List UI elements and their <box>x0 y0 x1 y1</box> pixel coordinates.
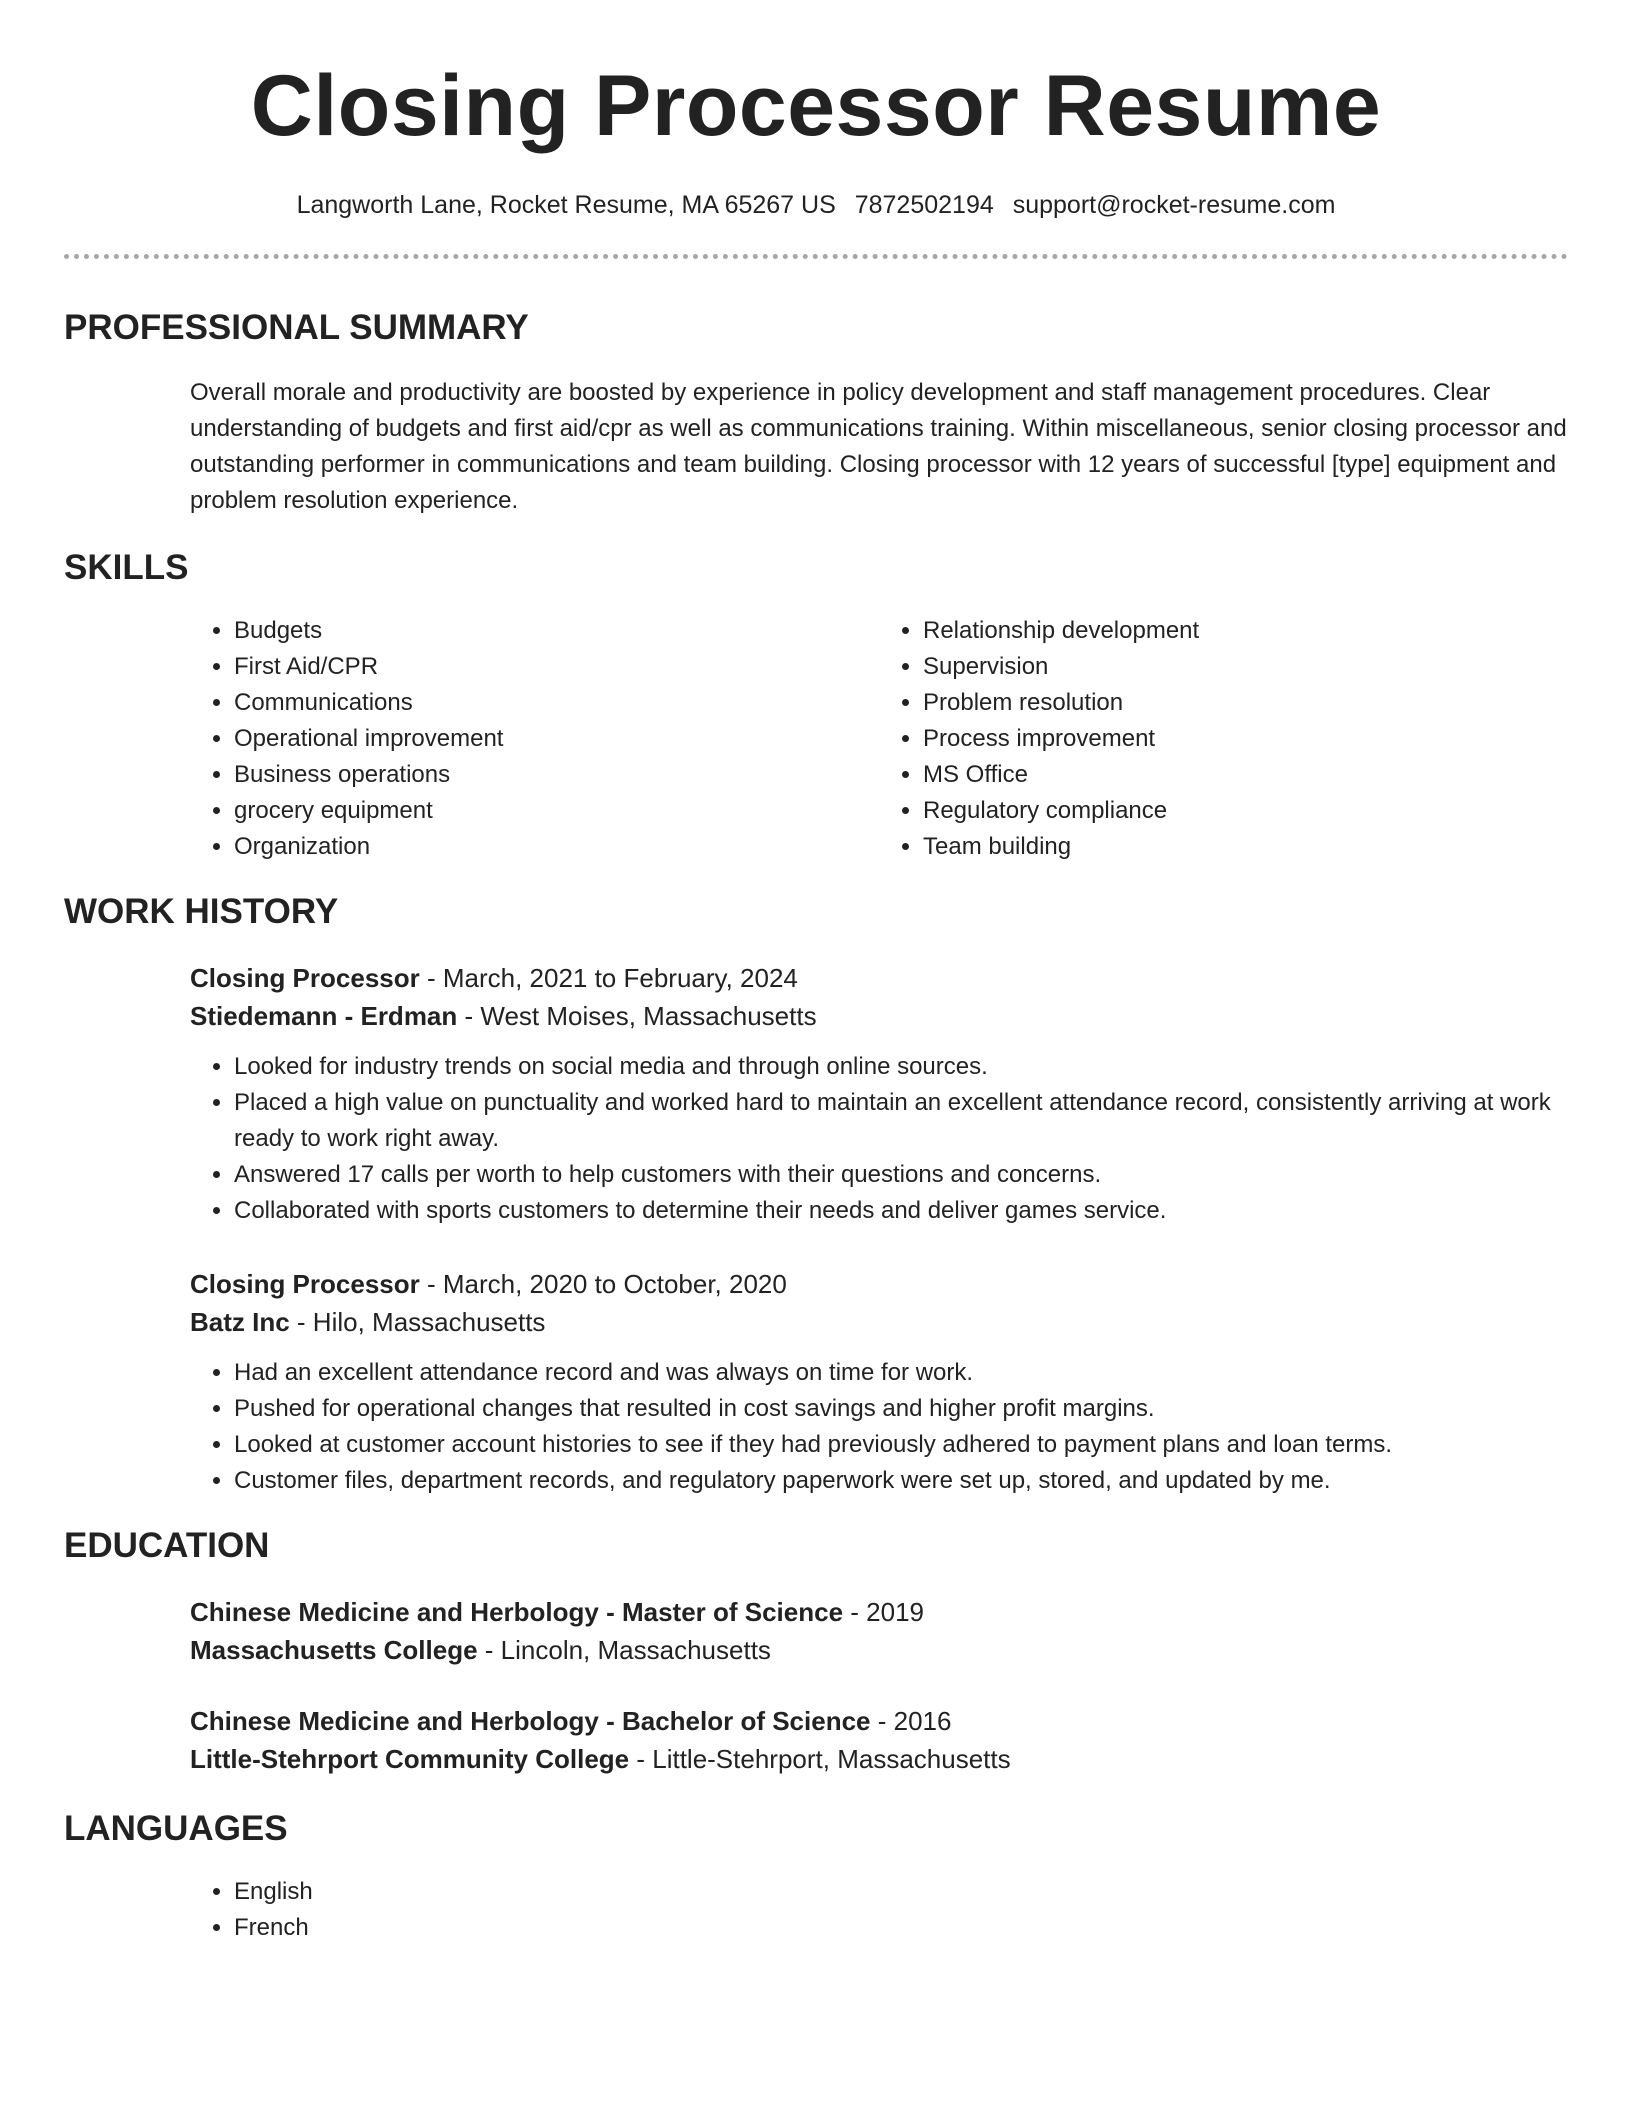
header-divider <box>64 254 1568 259</box>
skills-heading: SKILLS <box>64 548 189 587</box>
work-section <box>64 891 1568 1499</box>
job-bullet: • Collaborated with sports customers to determine their needs and deliver games service. <box>234 1193 1568 1229</box>
contact-address: Langworth Lane, Rocket Resume, MA 65267 US <box>296 191 836 219</box>
skill-item: • Team building <box>923 829 1568 865</box>
job-dates: - March, 2020 to October, 2020 <box>419 1269 787 1299</box>
education-entry <box>190 1702 1568 1778</box>
job-company-line <box>190 997 1568 1035</box>
job-dates: - March, 2021 to February, 2024 <box>419 963 798 993</box>
skill-item: • Operational improvement <box>234 721 879 757</box>
job-location: - West Moises, Massachusetts <box>457 1001 817 1031</box>
degree-line <box>190 1702 1568 1740</box>
job-entry <box>190 1265 1568 1499</box>
skill-item: • Problem resolution <box>923 685 1568 721</box>
skill-item: • Business operations <box>234 757 879 793</box>
degree-year: - 2016 <box>870 1706 952 1736</box>
language-item: • French <box>234 1910 1568 1946</box>
languages-list <box>190 1874 1568 1946</box>
skill-item: • Relationship development <box>923 613 1568 649</box>
job-bullet: • Pushed for operational changes that resulted in cost savings and higher profit margins. <box>234 1391 1568 1427</box>
job-bullet: • Looked at customer account histories to see if they had previously adhered to payment plans and loan terms. <box>234 1427 1568 1463</box>
skill-item: • Budgets <box>234 613 879 649</box>
school-line <box>190 1631 1568 1669</box>
job-company-line <box>190 1303 1568 1341</box>
contact-email: support@rocket-resume.com <box>1012 191 1336 219</box>
job-title: Closing Processor <box>190 963 420 993</box>
skill-item: • First Aid/CPR <box>234 649 879 685</box>
degree: Chinese Medicine and Herbology - Bachelor of Science <box>190 1706 871 1736</box>
resume-title: Closing Processor Resume <box>250 58 1382 154</box>
job-entry <box>190 959 1568 1229</box>
summary-heading: PROFESSIONAL SUMMARY <box>64 308 529 347</box>
skill-item: • Process improvement <box>923 721 1568 757</box>
school: Massachusetts College <box>190 1635 478 1665</box>
skill-item: • MS Office <box>923 757 1568 793</box>
languages-section <box>64 1808 1568 1946</box>
job-bullet: • Placed a high value on punctuality and worked hard to maintain an excellent attendance record, consistently arriving at work ready to work right away. <box>234 1085 1568 1157</box>
skill-item: • Communications <box>234 685 879 721</box>
languages-heading: LANGUAGES <box>64 1809 288 1848</box>
skill-item: • Organization <box>234 829 879 865</box>
job-title-line <box>190 1265 1568 1303</box>
job-bullets <box>190 1355 1568 1499</box>
job-title: Closing Processor <box>190 1269 420 1299</box>
education-entry <box>190 1593 1568 1669</box>
job-bullet: • Customer files, department records, and regulatory paperwork were set up, stored, and updated by me. <box>234 1463 1568 1499</box>
skill-item: • Regulatory compliance <box>923 793 1568 829</box>
education-section <box>64 1525 1568 1778</box>
school-line <box>190 1740 1568 1778</box>
job-company: Batz Inc <box>190 1307 290 1337</box>
skill-item: • grocery equipment <box>234 793 879 829</box>
job-bullet: • Had an excellent attendance record and was always on time for work. <box>234 1355 1568 1391</box>
job-location: - Hilo, Massachusetts <box>289 1307 546 1337</box>
contact-line <box>64 190 1568 220</box>
degree-year: - 2019 <box>843 1597 924 1627</box>
skill-item: • Supervision <box>923 649 1568 685</box>
contact-phone: 7872502194 <box>854 191 994 219</box>
education-heading: EDUCATION <box>64 1526 270 1565</box>
job-bullet: • Answered 17 calls per worth to help customers with their questions and concerns. <box>234 1157 1568 1193</box>
work-heading: WORK HISTORY <box>64 892 339 931</box>
summary-section <box>64 307 1568 519</box>
job-company: Stiedemann - Erdman <box>190 1001 458 1031</box>
school: Little-Stehrport Community College <box>190 1744 630 1774</box>
language-item: • English <box>234 1874 1568 1910</box>
skills-grid <box>190 613 1568 865</box>
school-location: - Little-Stehrport, Massachusetts <box>629 1744 1011 1774</box>
school-location: - Lincoln, Massachusetts <box>477 1635 771 1665</box>
degree: Chinese Medicine and Herbology - Master of Science <box>190 1597 844 1627</box>
job-title-line <box>190 959 1568 997</box>
summary-text: Overall morale and productivity are boosted by experience in policy development and staff management procedures. Clear understanding of budgets and first aid/cpr as well as communications training. Within miscellaneous, senior closing processor and outstanding performer in communications and team building. Closing processor with 12 years of successful [type] equipment and problem resolution experience. <box>190 379 1567 514</box>
degree-line <box>190 1593 1568 1631</box>
skills-list-left <box>190 613 879 865</box>
job-bullets <box>190 1049 1568 1229</box>
skills-section <box>64 547 1568 865</box>
job-bullet: • Looked for industry trends on social media and through online sources. <box>234 1049 1568 1085</box>
skills-list-right <box>879 613 1568 865</box>
